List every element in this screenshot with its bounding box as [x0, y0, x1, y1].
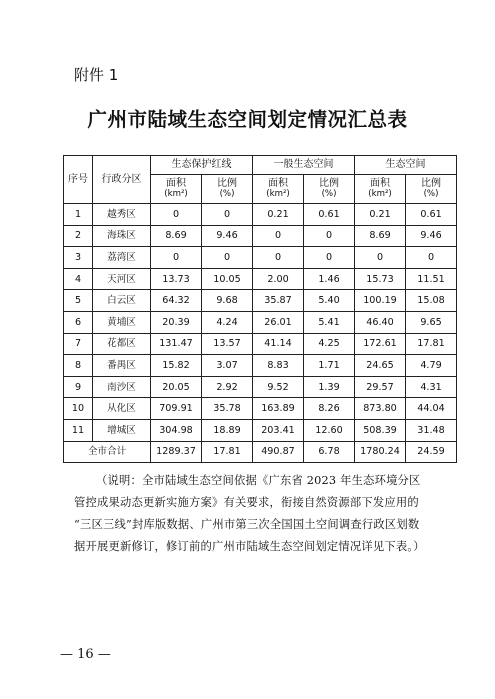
cell-value: 31.48: [406, 419, 457, 441]
subheader-area-label: 面积: [166, 178, 186, 190]
cell-value: 0: [253, 225, 304, 247]
cell-value: 0: [406, 247, 457, 269]
header-district: 行政分区: [93, 156, 151, 204]
cell-value: 9.52: [253, 376, 304, 398]
cell-value: 0: [202, 247, 253, 269]
cell-value: 44.04: [406, 398, 457, 420]
subheader-area-label: 面积: [268, 178, 288, 190]
subheader-area-unit: (km²): [368, 188, 392, 199]
cell-seq: 11: [64, 419, 93, 441]
cell-value: 13.57: [202, 333, 253, 355]
cell-value: 0.21: [355, 204, 406, 226]
cell-value: 26.01: [253, 311, 304, 333]
cell-total-label: 全市合计: [64, 441, 151, 463]
subheader-ratio-label: 比例: [217, 178, 237, 190]
cell-value: 4.25: [304, 333, 355, 355]
cell-seq: 9: [64, 376, 93, 398]
cell-value: 20.39: [151, 311, 202, 333]
cell-value: 2.00: [253, 268, 304, 290]
cell-seq: 1: [64, 204, 93, 226]
cell-district: 天河区: [93, 268, 151, 290]
cell-value: 4.79: [406, 355, 457, 377]
cell-total-value: 6.78: [304, 441, 355, 463]
cell-district: 番禺区: [93, 355, 151, 377]
table-row: [64, 311, 457, 333]
cell-value: 10.05: [202, 268, 253, 290]
cell-district: 荔湾区: [93, 247, 151, 269]
header-seq: 序号: [64, 156, 93, 204]
table-row: [64, 355, 457, 377]
subheader-area: [253, 175, 304, 204]
table-row-total: [64, 441, 457, 463]
cell-value: 24.65: [355, 355, 406, 377]
cell-district: 从化区: [93, 398, 151, 420]
cell-value: 873.80: [355, 398, 406, 420]
cell-value: 0: [202, 204, 253, 226]
cell-value: 203.41: [253, 419, 304, 441]
table-row: [64, 376, 457, 398]
cell-value: 64.32: [151, 290, 202, 312]
cell-value: 0.61: [406, 204, 457, 226]
subheader-ratio-unit: (%): [219, 188, 235, 199]
note-line: 据开展更新修订，修订前的广州市陆域生态空间划定情况详见下表。）: [74, 540, 425, 553]
cell-value: 12.60: [304, 419, 355, 441]
cell-value: 15.73: [355, 268, 406, 290]
header-general-eco-space: 一般生态空间: [253, 156, 355, 175]
cell-value: 131.47: [151, 333, 202, 355]
subheader-area-unit: (km²): [266, 188, 290, 199]
cell-value: 11.51: [406, 268, 457, 290]
cell-value: 0.21: [253, 204, 304, 226]
page-number: — 16 —: [60, 647, 111, 662]
cell-value: 0: [151, 247, 202, 269]
cell-seq: 6: [64, 311, 93, 333]
cell-district: 南沙区: [93, 376, 151, 398]
cell-value: 46.40: [355, 311, 406, 333]
cell-seq: 5: [64, 290, 93, 312]
cell-total-value: 490.87: [253, 441, 304, 463]
cell-value: 0: [151, 204, 202, 226]
table-row: [64, 268, 457, 290]
cell-value: 9.68: [202, 290, 253, 312]
cell-value: 1.71: [304, 355, 355, 377]
subheader-area-unit: (km²): [164, 188, 188, 199]
cell-value: 17.81: [406, 333, 457, 355]
subheader-ratio-unit: (%): [321, 188, 337, 199]
cell-value: 0.61: [304, 204, 355, 226]
cell-value: 100.19: [355, 290, 406, 312]
cell-value: 2.92: [202, 376, 253, 398]
table-body: [64, 204, 457, 463]
cell-seq: 2: [64, 225, 93, 247]
cell-value: 1.39: [304, 376, 355, 398]
header-row-1: [64, 156, 457, 175]
cell-value: 35.78: [202, 398, 253, 420]
cell-value: 41.14: [253, 333, 304, 355]
cell-value: 9.65: [406, 311, 457, 333]
cell-value: 8.26: [304, 398, 355, 420]
cell-total-value: 1780.24: [355, 441, 406, 463]
cell-total-value: 17.81: [202, 441, 253, 463]
document-title: 广州市陆域生态空间划定情况汇总表: [87, 108, 408, 131]
cell-value: 709.91: [151, 398, 202, 420]
table-row: [64, 204, 457, 226]
explanation-note: [74, 470, 434, 558]
cell-value: 5.40: [304, 290, 355, 312]
summary-table: [63, 155, 457, 463]
cell-seq: 4: [64, 268, 93, 290]
note-line: 管控成果动态更新实施方案》有关要求，衔接自然资源部下发应用的: [74, 496, 419, 509]
cell-seq: 7: [64, 333, 93, 355]
cell-value: 0: [253, 247, 304, 269]
cell-value: 0: [355, 247, 406, 269]
note-line: “三区三线”封库版数据、广州市第三次全国国土空间调查行政区划数: [74, 518, 420, 531]
cell-seq: 8: [64, 355, 93, 377]
subheader-ratio: [406, 175, 457, 204]
cell-value: 0: [304, 225, 355, 247]
table-row: [64, 419, 457, 441]
cell-district: 增城区: [93, 419, 151, 441]
cell-value: 5.41: [304, 311, 355, 333]
cell-value: 8.69: [151, 225, 202, 247]
table-row: [64, 290, 457, 312]
subheader-ratio: [304, 175, 355, 204]
cell-district: 黄埔区: [93, 311, 151, 333]
subheader-area-label: 面积: [370, 178, 390, 190]
cell-value: 304.98: [151, 419, 202, 441]
cell-seq: 10: [64, 398, 93, 420]
header-eco-space: 生态空间: [355, 156, 457, 175]
cell-value: 18.89: [202, 419, 253, 441]
cell-value: 0: [304, 247, 355, 269]
cell-value: 163.89: [253, 398, 304, 420]
cell-value: 13.73: [151, 268, 202, 290]
cell-district: 白云区: [93, 290, 151, 312]
cell-total-value: 24.59: [406, 441, 457, 463]
cell-value: 8.83: [253, 355, 304, 377]
subheader-ratio-label: 比例: [319, 178, 339, 190]
cell-district: 花都区: [93, 333, 151, 355]
cell-value: 15.08: [406, 290, 457, 312]
attachment-label: 附件 1: [74, 66, 119, 84]
cell-value: 9.46: [406, 225, 457, 247]
header-eco-redline: 生态保护红线: [151, 156, 253, 175]
cell-value: 8.69: [355, 225, 406, 247]
cell-seq: 3: [64, 247, 93, 269]
cell-value: 4.31: [406, 376, 457, 398]
cell-value: 508.39: [355, 419, 406, 441]
table-row: [64, 247, 457, 269]
cell-value: 1.46: [304, 268, 355, 290]
subheader-ratio: [202, 175, 253, 204]
cell-value: 29.57: [355, 376, 406, 398]
cell-district: 海珠区: [93, 225, 151, 247]
cell-total-value: 1289.37: [151, 441, 202, 463]
cell-value: 15.82: [151, 355, 202, 377]
table-row: [64, 333, 457, 355]
note-line: （说明：全市陆域生态空间依据《广东省 2023 年生态环境分区: [96, 474, 421, 487]
cell-value: 4.24: [202, 311, 253, 333]
cell-value: 20.05: [151, 376, 202, 398]
cell-value: 9.46: [202, 225, 253, 247]
subheader-area: [355, 175, 406, 204]
table-row: [64, 398, 457, 420]
subheader-area: [151, 175, 202, 204]
cell-district: 越秀区: [93, 204, 151, 226]
cell-value: 35.87: [253, 290, 304, 312]
cell-value: 3.07: [202, 355, 253, 377]
cell-value: 172.61: [355, 333, 406, 355]
table-row: [64, 225, 457, 247]
subheader-ratio-label: 比例: [421, 178, 441, 190]
subheader-ratio-unit: (%): [423, 188, 439, 199]
